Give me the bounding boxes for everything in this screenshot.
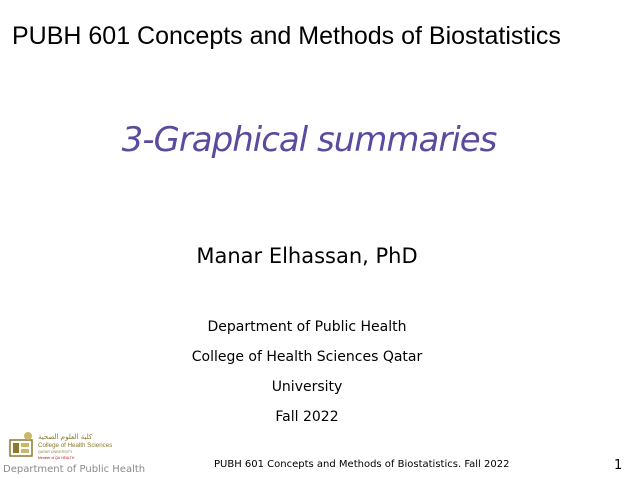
logo-arabic-name: كلية العلوم الصحية bbox=[38, 433, 93, 441]
logo-tagline: Member of QU HEALTH bbox=[38, 456, 75, 460]
affiliation-department: Department of Public Health bbox=[207, 319, 407, 335]
college-logo bbox=[8, 430, 126, 464]
affiliation-college: College of Health Sciences Qatar bbox=[191, 349, 423, 365]
logo-english-name: College of Health Sciences bbox=[38, 442, 113, 449]
college-emblem-icon bbox=[10, 432, 32, 456]
footer-department: Department of Public Health bbox=[3, 464, 146, 475]
affiliation-term: Fall 2022 bbox=[275, 409, 339, 425]
logo-university: QATAR UNIVERSITY bbox=[38, 450, 73, 454]
slide-subtitle: 3-Graphical summaries bbox=[121, 120, 497, 160]
course-title: PUBH 601 Concepts and Methods of Biostatistics bbox=[12, 22, 561, 50]
affiliation-block bbox=[0, 312, 614, 432]
affiliation-university: University bbox=[271, 379, 343, 395]
page-number: 1 bbox=[614, 458, 623, 473]
author-name: Manar Elhassan, PhD bbox=[196, 244, 418, 268]
footer-course: PUBH 601 Concepts and Methods of Biostatistics. Fall 2022 bbox=[214, 459, 510, 470]
